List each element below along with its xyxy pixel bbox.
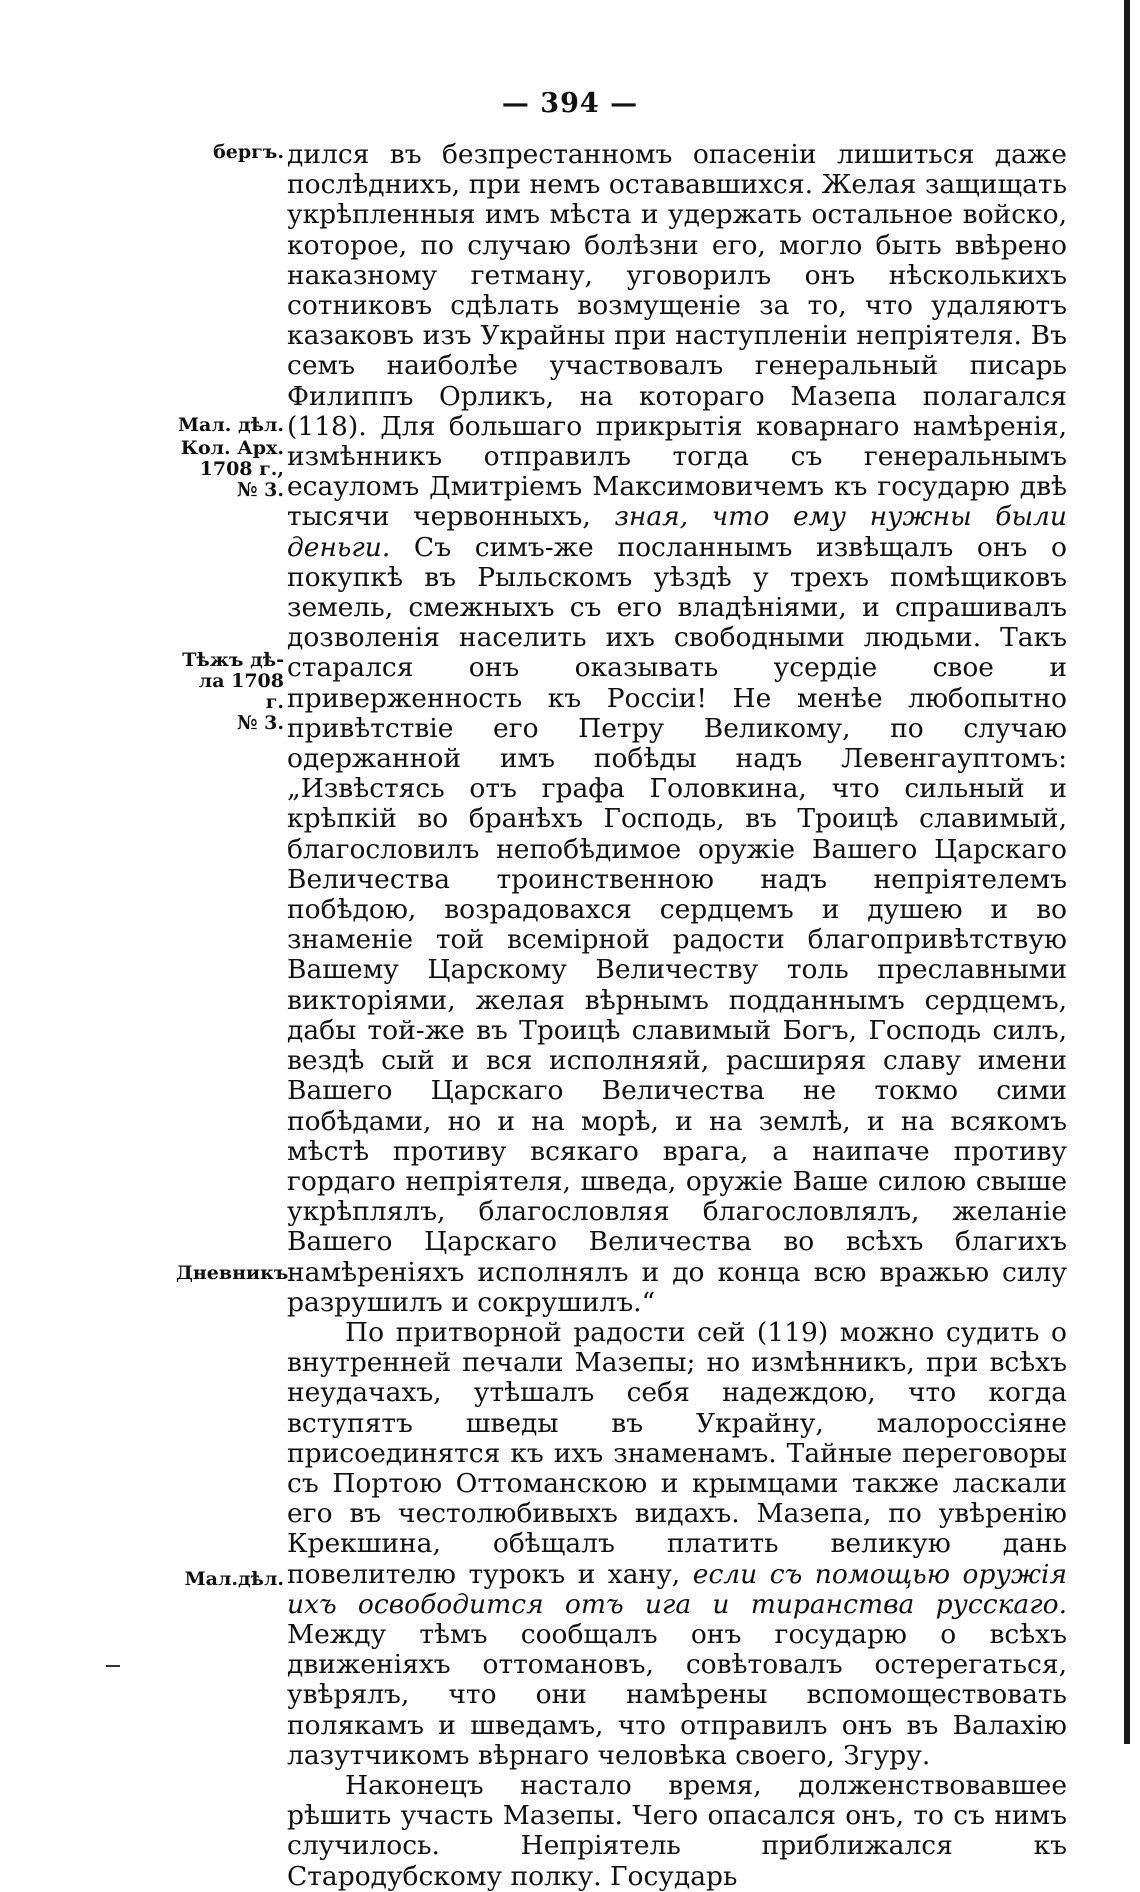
body-text [287,140,1067,1892]
italic-text-run: зная, что ему нужны были деньги. [287,501,1067,563]
text-run: По притворной радости сей (119) можно судить о внутренней печали Мазепы; но измѣнникъ, при всѣхъ неудачахъ, утѣшалъ себя надеждою, что когда вступятъ шведы въ Украйну, малороссіяне присоединятся къ ихъ знаменамъ. Тайные переговоры съ Портою Оттоманскою и крымцами также ласкали его въ честолюбивыхъ видахъ. Мазепа, по увѣренію Крекшина, обѣщалъ платить великую дань повелителю турокъ и хану, [287,1316,1067,1590]
text-run: Между тѣмъ сообщалъ онъ государю о всѣхъ движеніяхъ оттомановъ, совѣтовалъ остерегаться, увѣрялъ, что они намѣрены вспомоществовать полякамъ и шведамъ, что отправилъ онъ въ Валахію лазутчикомъ вѣрнаго человѣка своего, Згуру. [287,1618,1067,1771]
margin-mark [106,1665,120,1667]
text-run: Наконецъ настало время, долженствовавшее рѣшить участь Мазепы. Чего опасался онъ, то съ нимъ случилось. Непріятель приближался къ Стародубскому полку. Государь [287,1769,1067,1892]
paragraph [287,140,1067,1318]
paragraph [287,1318,1067,1771]
margin-note-source: Мал. дѣл. [177,414,284,436]
margin-note-source: Дневникъ [176,1262,289,1284]
margin-note-source: бергъ. [213,141,284,163]
text-run: Съ симъ-же посланнымъ извѣщалъ онъ о покупкѣ въ Рыльскомъ уѣздѣ у трехъ помѣщиковъ земель, смежныхъ съ его владѣніями, и спрашивалъ дозволенія населить ихъ свободными людьми. Такъ старался онъ оказывать усердіе свое и приверженность къ Россіи! Не менѣе любопытно привѣтствіе его Петру Великому, по случаю одержанной имъ побѣды надъ Левенгауптомъ: „Извѣстясь отъ графа Головкина, что сильный и крѣпкій во бранѣхъ Господь, въ Троицѣ славимый, благословилъ непобѣдимое оружіе Вашего Царскаго Величества троинственною надъ непріятелемъ побѣдою, возрадовахся сердцемъ и душею и во знаменіе той всемірной радости благопривѣтствую Вашему Царскому Величеству толь преславными викторіями, желая вѣрнымъ подданнымъ сердцемъ, дабы той-же въ Троицѣ славимый Богъ, Господь силъ, вездѣ сый и вся исполняяй, расширяя славу имени Вашего Царскаго Величества не токмо сими побѣдами, но и на морѣ, и на землѣ, и на всякомъ мѣстѣ противу всякаго врага, а наипаче противу гордаго непріятеля, шведа, оружіе Ваше силою свыше укрѣплялъ, благословляя благословлялъ, желаніе Вашего Царскаго Величества во всѣхъ благихъ намѣреніяхъ исполнялъ и до конца всю вражью силу разрушилъ и сокрушилъ.“ [287,531,1067,1318]
margin-note-source: Кол. Арх. 1708 г., № 3. [180,437,284,501]
margin-note-source: Тѣжъ дѣ- ла 1708 г. № 3. [182,649,284,734]
margin-note-source: Мал.дѣл. [184,1568,284,1590]
text-run: дился въ безпрестанномъ опасеніи лишиться даже послѣднихъ, при немъ остававшихся. Желая защищать укрѣпленныя имъ мѣста и удержать остальное войско, которое, по случаю болѣзни его, могло быть ввѣрено наказному гетману, уговорилъ онъ нѣсколькихъ сотниковъ сдѣлать возмущеніе за то, что удаляютъ казаковъ изъ Украйны при наступленіи непріятеля. Въ семъ наиболѣе участвовалъ генеральный писарь Филиппъ Орликъ, на котораго Мазепа полагался (118). Для большаго прикрытія коварнаго намѣренія, измѣнникъ отправилъ тогда съ генеральнымъ есауломъ Дмитріемъ Максимовичемъ къ государю двѣ тысячи червонныхъ, [287,139,1067,533]
page-number: — 394 — [501,88,639,119]
page-edge-shadow [1124,0,1130,1744]
italic-text-run: если съ помощью оружія ихъ освободится отъ ига и тиранства русскаго. [287,1558,1067,1620]
paragraph [287,1771,1067,1892]
